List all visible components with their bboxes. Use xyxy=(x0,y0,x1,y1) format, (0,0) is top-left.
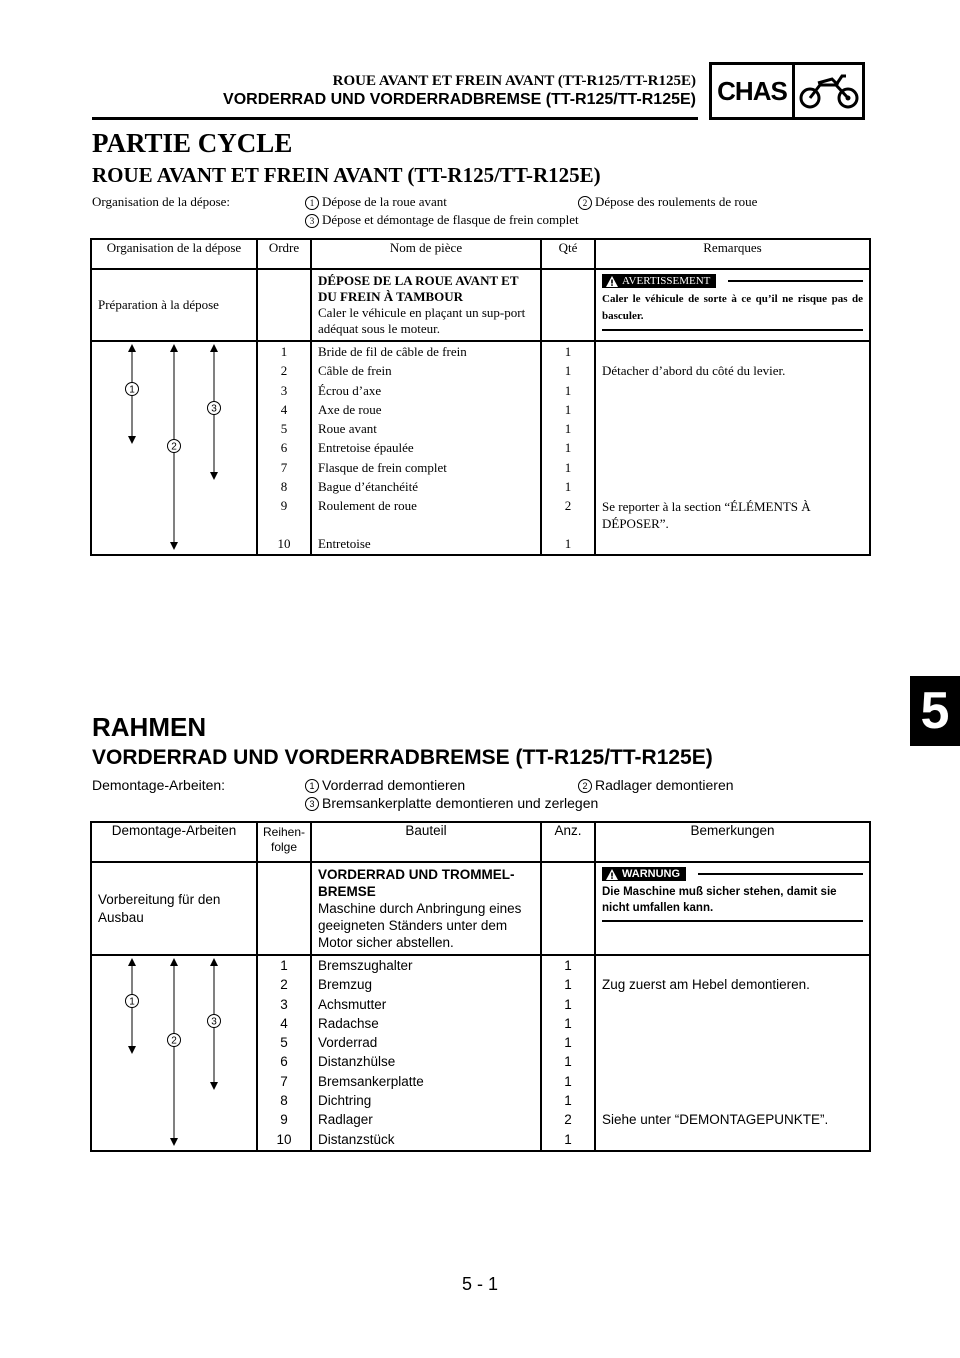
th-fr-4: Remarques xyxy=(595,239,870,269)
warning-triangle-icon xyxy=(606,276,618,287)
row-de-name: Vorderrad xyxy=(318,1035,378,1051)
th-de-3: Anz. xyxy=(541,822,595,862)
row-fr-name: Roulement de roue xyxy=(318,498,417,514)
row-fr-order: 6 xyxy=(280,440,288,456)
row-de-order: 5 xyxy=(280,1035,288,1051)
row-fr-remark: Se reporter à la section “ÉLÉMENTS À DÉPOSER”. xyxy=(602,499,811,532)
row-de-qty: 1 xyxy=(564,977,572,993)
header-title-fr: ROUE AVANT ET FREIN AVANT (TT-R125/TT-R125E) xyxy=(332,73,696,89)
prep-text-fr: Caler le véhicule en plaçant un sup-port adéquat sous le moteur. xyxy=(318,305,526,336)
row-fr-qty: 1 xyxy=(564,401,572,417)
row-fr-order: 3 xyxy=(280,382,288,398)
chapter-tab: 5 xyxy=(910,676,960,746)
org-item-fr-3: 3 Dépose et démontage de flasque de frein complet xyxy=(305,211,579,229)
row-fr-qty: 1 xyxy=(564,479,572,495)
row-de-order: 2 xyxy=(280,977,288,993)
row-de-name: Bremsankerplatte xyxy=(318,1073,424,1089)
row-fr-name: Bague d’étanchéité xyxy=(318,479,418,495)
prep-text-de: Maschine durch Anbringung eines geeigneten Ständers unter dem Motor sicher abstellen. xyxy=(318,901,522,950)
row-de-order: 7 xyxy=(280,1073,288,1089)
warning-box-de xyxy=(602,867,863,922)
warning-triangle-icon xyxy=(606,869,618,880)
org-item-de-2: 2 Radlager demontieren xyxy=(578,776,734,794)
org-block-fr xyxy=(92,193,852,229)
arrow-label-de-3: 3 xyxy=(211,1016,217,1028)
org-item-de-1: 1 Vorderrad demontieren xyxy=(305,776,465,794)
org-item-fr-1: 1 Dépose de la roue avant xyxy=(305,193,447,211)
row-de-qty: 1 xyxy=(564,958,572,973)
motorcycle-icon xyxy=(795,65,862,117)
warning-text-de: Die Maschine muß sicher stehen, damit sie nicht umfallen kann. xyxy=(602,886,837,914)
th-de-0: Demontage-Arbeiten xyxy=(91,822,257,862)
th-de-2: Bauteil xyxy=(311,822,541,862)
row-fr-remark: Détacher d’abord du côté du levier. xyxy=(602,363,786,379)
org-label-fr: Organisation de la dépose: xyxy=(92,194,231,209)
sequence-arrows-svg-de xyxy=(92,956,258,1150)
row-de-remark: Siehe unter “DEMONTAGEPUNKTE”. xyxy=(602,1112,829,1128)
th-fr-0: Organisation de la dépose xyxy=(91,239,257,269)
parts-table-de xyxy=(90,821,871,1152)
prep-label-fr: Préparation à la dépose xyxy=(91,269,257,341)
row-fr-order: 8 xyxy=(280,479,288,495)
row-de-order: 9 xyxy=(280,1112,288,1128)
row-de-name: Bremzug xyxy=(318,977,373,993)
row-fr-order: 4 xyxy=(280,401,288,417)
row-fr-order: 2 xyxy=(280,363,288,379)
th-fr-3: Qté xyxy=(541,239,595,269)
row-fr-name: Câble de frein xyxy=(318,363,392,379)
row-fr-order: 10 xyxy=(277,536,291,552)
row-fr-order: 7 xyxy=(280,459,288,475)
prep-title-fr: DÉPOSE DE LA ROUE AVANT ET DU FREIN À TAMBOUR xyxy=(318,273,519,304)
parts-table-fr xyxy=(90,238,871,556)
header-rule xyxy=(92,117,698,120)
header-title-de: VORDERRAD UND VORDERRADBREMSE (TT-R125/TT-R125E) xyxy=(223,91,696,108)
row-de-qty: 1 xyxy=(564,1093,572,1109)
row-de-order: 10 xyxy=(276,1131,292,1147)
subtitle-fr: ROUE AVANT ET FREIN AVANT (TT-R125/TT-R125E) xyxy=(92,163,601,187)
row-fr-name: Bride de fil de câble de frein xyxy=(318,344,467,359)
org-label-de: Demontage-Arbeiten: xyxy=(92,777,226,793)
row-de-name: Radlager xyxy=(318,1112,373,1128)
arrow-label-de-1: 1 xyxy=(129,996,135,1008)
row-fr-order: 9 xyxy=(280,498,288,514)
org-item-fr-2: 2 Dépose des roulements de roue xyxy=(578,193,757,211)
chas-badge xyxy=(709,62,865,120)
row-fr-qty: 1 xyxy=(564,536,572,552)
row-fr-qty: 2 xyxy=(564,498,572,514)
row-fr-order: 5 xyxy=(280,421,288,437)
row-de-remark: Zug zuerst am Hebel demontieren. xyxy=(602,977,810,993)
warning-box-fr xyxy=(602,274,863,331)
org-block-de xyxy=(92,776,852,812)
prep-title-de: VORDERRAD UND TROMMEL-BREMSE xyxy=(318,867,515,899)
row-fr-name: Entretoise xyxy=(318,536,371,552)
chas-label: CHAS xyxy=(712,65,795,117)
row-de-qty: 1 xyxy=(564,996,572,1012)
th-de-4: Bemerkungen xyxy=(595,822,870,862)
section-title-de: RAHMEN xyxy=(92,712,207,742)
warning-label-fr: AVERTISSEMENT xyxy=(622,275,711,287)
row-de-name: Bremszughalter xyxy=(318,958,413,973)
org-item-de-3: 3 Bremsankerplatte demontieren und zerlegen xyxy=(305,794,598,812)
row-fr-qty: 1 xyxy=(564,382,572,398)
row-fr-name: Axe de roue xyxy=(318,401,382,417)
row-fr-qty: 1 xyxy=(564,459,572,475)
arrow-label-fr-2: 2 xyxy=(171,441,177,453)
row-de-order: 8 xyxy=(280,1093,288,1109)
subtitle-de: VORDERRAD UND VORDERRADBREMSE (TT-R125/TT-R125E) xyxy=(92,746,713,769)
sequence-arrows-de xyxy=(91,955,257,1151)
prep-label-de: Vorbereitung für den Ausbau xyxy=(91,862,257,955)
arrow-label-de-2: 2 xyxy=(171,1035,177,1047)
row-de-qty: 1 xyxy=(564,1015,572,1031)
row-fr-qty: 1 xyxy=(564,363,572,379)
warning-label-de: WARNUNG xyxy=(622,868,681,880)
row-de-name: Dichtring xyxy=(318,1093,372,1109)
th-fr-2: Nom de pièce xyxy=(311,239,541,269)
row-fr-name: Roue avant xyxy=(318,421,377,437)
page-number: 5 - 1 xyxy=(461,1274,499,1294)
sequence-arrows-svg-fr xyxy=(92,342,258,554)
row-de-name: Distanzstück xyxy=(318,1131,395,1147)
arrow-label-fr-1: 1 xyxy=(129,384,135,396)
section-title-fr: PARTIE CYCLE xyxy=(92,128,293,158)
row-de-order: 1 xyxy=(280,958,288,973)
row-fr-name: Entretoise épaulée xyxy=(318,440,414,456)
row-de-name: Achsmutter xyxy=(318,996,387,1012)
row-de-qty: 1 xyxy=(564,1035,572,1051)
row-fr-qty: 1 xyxy=(564,421,572,437)
row-de-order: 3 xyxy=(280,996,288,1012)
row-fr-qty: 1 xyxy=(564,440,572,456)
sequence-arrows-fr xyxy=(91,341,257,555)
row-de-qty: 2 xyxy=(564,1112,572,1128)
row-de-order: 6 xyxy=(280,1054,288,1070)
warning-text-fr: Caler le véhicule de sorte à ce qu’il ne risque pas de basculer. xyxy=(602,293,863,322)
row-fr-name: Écrou d’axe xyxy=(318,382,382,398)
th-de-1: Reihen-folge xyxy=(257,822,311,862)
row-fr-order: 1 xyxy=(280,344,288,359)
row-de-qty: 1 xyxy=(564,1073,572,1089)
row-de-name: Radachse xyxy=(318,1015,379,1031)
row-de-order: 4 xyxy=(280,1015,288,1031)
row-fr-name: Flasque de frein complet xyxy=(318,459,447,475)
th-fr-1: Ordre xyxy=(257,239,311,269)
row-de-qty: 1 xyxy=(564,1054,572,1070)
row-fr-qty: 1 xyxy=(564,344,572,359)
row-de-name: Distanzhülse xyxy=(318,1054,396,1070)
row-de-qty: 1 xyxy=(564,1131,572,1147)
arrow-label-fr-3: 3 xyxy=(211,403,217,415)
